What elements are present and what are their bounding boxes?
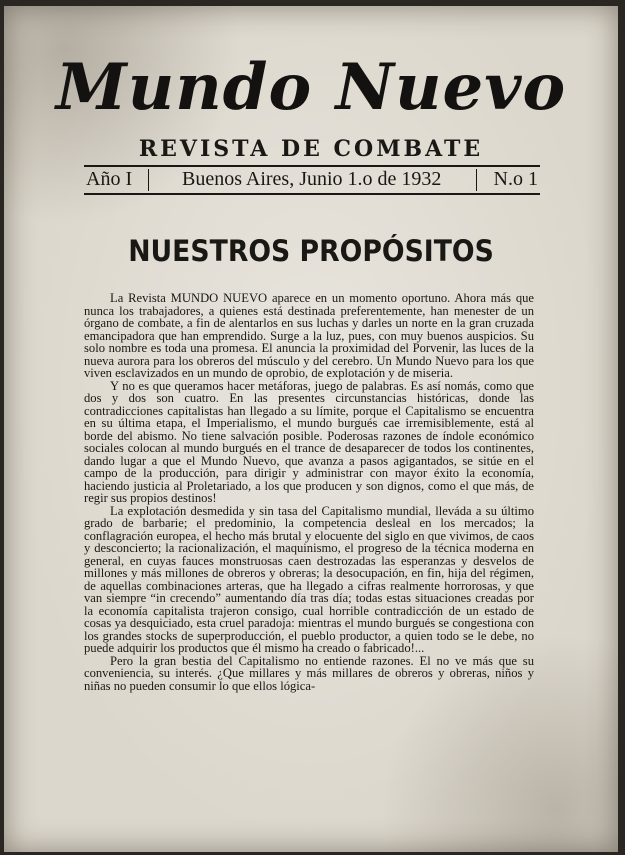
article-paragraph: Pero la gran bestia del Capitalismo no entiende razones. El no ve más que su conveniencia, su interés. ¿Que millares y más millares de obreros y obreras, niños y niñas no pueden consumir lo que ellos lógica- <box>84 653 534 693</box>
masthead-title: Mundo Nuevo <box>55 50 567 125</box>
separator <box>476 169 477 191</box>
issue-date: Buenos Aires, Junio 1.o de 1932 <box>182 168 442 190</box>
masthead-subtitle: REVISTA DE COMBATE <box>138 136 484 162</box>
article-headline: NUESTROS PROPÓSITOS <box>128 234 494 268</box>
article-paragraph: La Revista MUNDO NUEVO aparece en un momento oportuno. Ahora más que nunca los trabajadores, a quienes está destinada preferentemente, han menester de un órgano de combate, a fin de alentarlos en sus luchas y darles un norte en la gran cruzada emancipadora que han emprendido. Surge a la luz, pues, con muy buenos auspicios. Su solo nombre es toda una promesa. El anuncia la proximidad del Porvenir, las luces de la nueva aurora para los obreros del músculo y del cerebro. Un Mundo Nuevo para los que viven esclavizados en un mundo de oprobio, de explotación y de miseria. <box>84 291 534 380</box>
issue-number: N.o 1 <box>493 168 538 190</box>
issue-info-bar <box>84 165 540 195</box>
article-paragraph: Y no es que queramos hacer metáforas, juego de palabras. Es así nomás, como que dos y dos son cuatro. En las presentes circunstancias históricas, donde las contradicciones capitalistas han llegado a su límite, porque el Capitalismo se encuentra en su última etapa, el Imperialismo, el mundo burgués cae irremisiblemente, está al borde del abismo. No tiene salvación posible. Poderosas razones de índole económico sociales colocan al mundo burgués en el trance de desaparecer de todos los continentes, dando lugar a que el Mundo Nuevo, que avanza a pasos agigantados, se sitúe en el campo de la producción, para dirigir y administrar con mayor éxito la economía, haciendo justicia al Proletariado, a los que producen y son dignos, como el que más, de regir sus propios destinos! <box>84 378 534 505</box>
article-body <box>84 292 534 692</box>
magazine-page <box>4 6 618 852</box>
article-paragraph: La explotación desmedida y sin tasa del Capitalismo mundial, lleváda a su último grado de barbarie; el predominio, la competencia desleal en los mercados; la conflagración europea, el hecho más brutal y elocuente del siglo en que vivimos, de caos y desconcierto; la racionalización, el maquinismo, el progreso de la técnica moderna en general, en cuyas fauces monstruosas caen destrozadas las esperanzas y desvelos de millones y más millones de obreros y obreras; la desocupación, en fin, hija del régimen, de aquellas combinaciones arteras, que ha llegado a cifras realmente horrorosas, y que van siempre “in crecendo” aumentando día tras día; todas estas situaciones creadas por la economía capitalista trajeron consigo, cual horrible contradicción de un estado de cosas ya desquiciado, esta cruel paradoja: mientras el mundo burgués se congestiona con los grandes stocks de superproducción, el pueblo productor, a quien todo se le debe, no puede adquirir los productos que él mismo ha creado o fabricado!... <box>84 503 534 655</box>
volume-year: Año I <box>86 168 133 190</box>
separator <box>148 169 149 191</box>
